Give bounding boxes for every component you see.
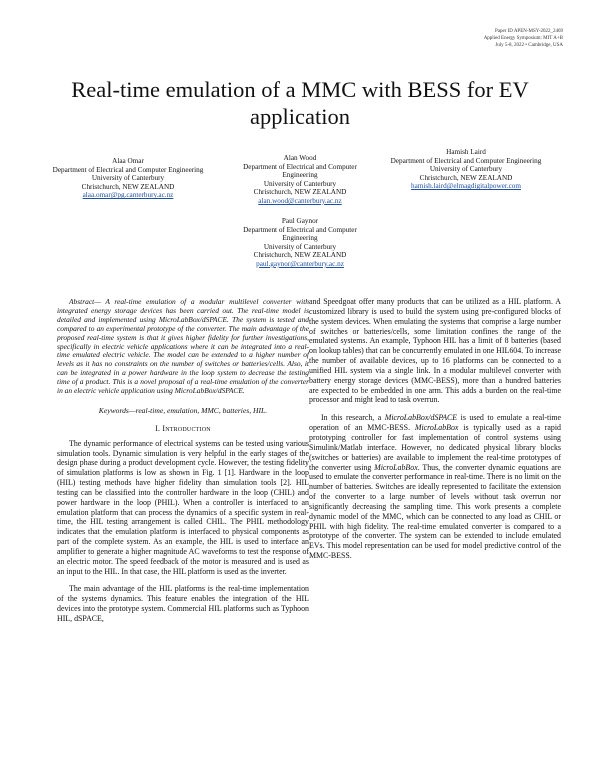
conference-date-location: July 5-8, 2022 • Cambridge, USA xyxy=(495,42,563,48)
author-city: Christchurch, NEW ZEALAND xyxy=(253,251,347,260)
author-city: Christchurch, NEW ZEALAND xyxy=(253,188,347,197)
p2-tool: MicroLabBox/dSPACE xyxy=(384,413,458,423)
paper-title: Real-time emulation of a MMC with BESS for EV application xyxy=(71,77,529,129)
author-univ: University of Canterbury xyxy=(91,174,165,183)
section-title: Introduction xyxy=(162,423,211,433)
abstract xyxy=(57,298,309,396)
author-univ: University of Canterbury xyxy=(263,242,337,251)
p2-text-b: is used to emulate a real-time operation of an MMC-BESS. xyxy=(309,413,561,433)
author-dept: Department of Electrical and Computer Engineering xyxy=(52,165,204,174)
author-dept: Department of Electrical and Computer Engineering xyxy=(390,156,542,165)
author-email-link[interactable]: alan.wood@canterbury.ac.nz xyxy=(258,196,342,205)
author-univ: University of Canterbury xyxy=(429,165,503,174)
paper-id: Paper ID APEN-MSY-2022_2469 xyxy=(494,29,563,34)
author-block-3 xyxy=(390,148,542,191)
section-heading-introduction xyxy=(57,424,309,434)
author-name: Alan Wood xyxy=(283,154,317,162)
p2-text-d: . Thus, the converter dynamic equations are used to emulate the converter performance in real-time. There is no limit on the number of batteries. Switches are ideally represented to facilitate the extension of the converter to a large number of levels without task overrun nor significantly decreasing the sampling time. This work presents a complete dynamic model of the MMC, which can be connected to any load as CHIL or PHIL with high fidelity. The real-time emulated converter is compared to a prototype of the converter. The system can be extended to include emulated EVs. This model representation can be used for model predictive control of the MMC-BESS. xyxy=(309,462,561,561)
author-email-link[interactable]: alaa.omar@pg.canterbury.ac.nz xyxy=(82,191,174,200)
right-paragraph-2 xyxy=(309,413,561,561)
intro-paragraph-2: The main advantage of the HIL platforms is the real-time implementation of the systems dynamics. This feature enables the integration of the HIL devices into the prototype system. Commercial HIL platforms such as Typhoon HIL, dSPACE, xyxy=(57,584,309,623)
abstract-label: Abstract xyxy=(69,297,95,306)
author-city: Christchurch, NEW ZEALAND xyxy=(81,182,175,191)
author-block-2 xyxy=(225,154,375,206)
left-column xyxy=(57,298,309,624)
p2-tool3: MicroLabBox xyxy=(374,462,418,472)
abstract-text-a: — A real-time emulation of a modular multilevel converter with integrated energy storage devices has been carried out. The real-time model is detailed and implemented using xyxy=(57,297,309,324)
author-block-1 xyxy=(52,157,204,200)
author-email-link[interactable]: paul.gaynor@canterbury.ac.nz xyxy=(256,259,344,268)
p2-tool2: MicroLabBox xyxy=(414,423,459,433)
author-email-link[interactable]: hamish.laird@elmagdigitalpower.com xyxy=(410,182,521,191)
author-dept: Department of Electrical and Computer Engineering xyxy=(243,225,357,243)
conference-name: Applied Energy Symposium: MIT A+B xyxy=(483,35,563,41)
author-name: Hamish Laird xyxy=(446,148,486,156)
section-numeral: I. xyxy=(155,423,161,433)
author-dept: Department of Electrical and Computer Engineering xyxy=(243,162,357,180)
author-univ: University of Canterbury xyxy=(263,179,337,188)
p2-text-c: is typically used as a rapid prototyping controller for fast implementation of control systems using Simulink/Matlab interface. However, no dedicated physical library blocks (switches or batteries) are available to implement the real-time prototypes of the converter using xyxy=(309,423,561,472)
keywords: Keywords—real-time, emulation, MMC, batteries, HIL. xyxy=(98,405,268,415)
author-block-4 xyxy=(225,217,375,269)
right-column xyxy=(309,297,561,561)
abstract-tool: MicroLabBox/dSPACE xyxy=(158,314,227,324)
intro-paragraph-1: The dynamic performance of electrical systems can be tested using various simulation tools. Dynamic simulation is very helpful in the early stages of the design phase during a product development cycle. However, the testing fidelity of simulation platforms is low as shown in Fig. 1 [1]. Hardware in the loop (HIL) testing methods have higher fidelity than simulation tools [2]. HIL testing can be classified into the controller hardware in the loop (CHIL) and power hardware in the loop (PHIL). When a controller is interfaced to an emulation platform that can process the dynamics of a specific system in real-time, the HIL testing arrangement is called CHIL. The PHIL methodology indicates that the emulation platform is interfaced to physical components as part of the complete system. As an example, the HIL is used to interface an amplifier to generate a higher magnitude AC waveforms to test the response of an electric motor. The speed feedback of the motor is measured and is used as an input to the HIL. In that case, the HIL platform is used as the inverter. xyxy=(57,438,309,576)
author-city: Christchurch, NEW ZEALAND xyxy=(419,173,513,182)
right-paragraph-1: and Speedgoat offer many products that can be utilized as a HIL platform. A customized library is used to build the system using pre-configured blocks of the system devices. When emulating the systems that comprise a large number of switches or batteries/cells, some limitation confines the range of the emulated systems. An example, Typhoon HIL has a limit of 8 batteries (based on lookup tables) that can be concurrently emulated in one HIL604. To increase the number of available devices, up to 16 platforms can be connected to a unified HIL system via a single link. In a modular multilevel converter with battery energy storage devices (MMC-BESS), more than a hundred batteries are expected to be embedded in one arm. This adds a burden on the real-time processor and might lead to task overrun. xyxy=(309,297,561,405)
p2-text-a: In this research, a xyxy=(321,413,385,423)
paper-header-info xyxy=(484,29,563,49)
abstract-text-b: . The system is tested and compared to an experimental prototype of the converter. The main advantage of the proposed real-time system is that it gives higher fidelity for further investigations, specifically in electric vehicle applications where it can be integrated into a real-time emulated electric vehicle. The model can be extended to a higher number of levels as it has no constraints on the number of switches or batteries/cells. Also, it can be integrated in a power hardware in the loop system to decrease the testing time of a product. This is a novel proposal of a real-time emulation of the converter in an electric vehicle application using MicroLabBox/dSPACE. xyxy=(57,314,310,396)
author-name: Alaa Omar xyxy=(112,157,144,165)
author-name: Paul Gaynor xyxy=(281,217,319,225)
